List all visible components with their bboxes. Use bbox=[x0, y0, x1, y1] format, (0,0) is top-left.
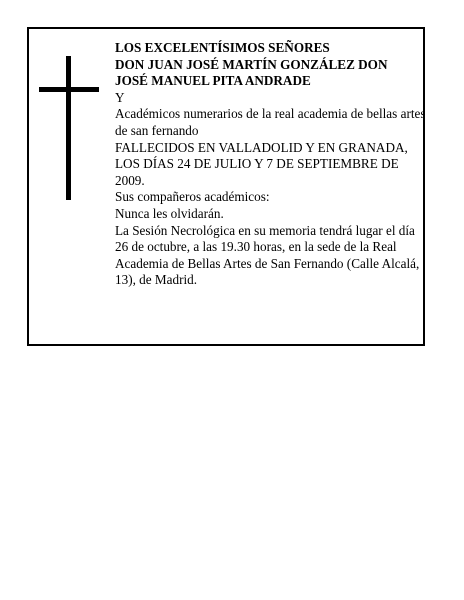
names-line-2: JOSÉ MANUEL PITA ANDRADE bbox=[115, 73, 311, 89]
membership-line: Académicos numerarios de la real academia de bellas artes de san fernando bbox=[115, 106, 426, 138]
colleagues-line: Sus compañeros académicos: bbox=[115, 189, 270, 205]
notice-text bbox=[115, 40, 427, 289]
cross-vertical-bar bbox=[66, 56, 71, 200]
conjunction-line: Y bbox=[115, 89, 125, 105]
obituary-notice bbox=[27, 27, 425, 346]
cross-horizontal-bar bbox=[39, 87, 99, 92]
never-forget-line: Nunca les olvidarán. bbox=[115, 205, 224, 221]
deaths-line: FALLECIDOS EN VALLADOLID Y EN GRANADA, LOS DÍAS 24 DE JULIO Y 7 DE SEPTIEMBRE DE 2009. bbox=[115, 139, 408, 188]
latin-cross-icon bbox=[39, 56, 99, 200]
session-line: La Sesión Necrológica en su memoria tendrá lugar el día 26 de octubre, a las 19.30 horas, en la sede de la Real Academia de Bellas Artes de San Fernando (Calle Alcalá, 13), de Madrid. bbox=[115, 222, 420, 288]
names-line-1: DON JUAN JOSÉ MARTÍN GONZÁLEZ DON bbox=[115, 56, 388, 72]
honorific-line: LOS EXCELENTÍSIMOS SEÑORES bbox=[115, 40, 330, 55]
